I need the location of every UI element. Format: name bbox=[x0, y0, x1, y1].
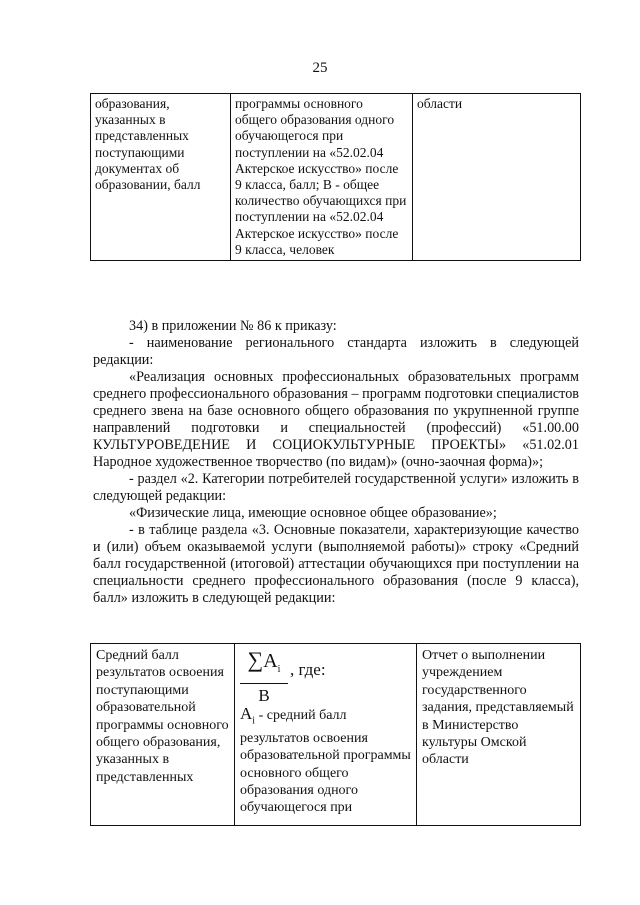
average-formula bbox=[240, 647, 411, 703]
replacement-table bbox=[90, 643, 581, 826]
table2-cell-indicator: Средний балл результатов освоения поступающими образовательной программы основного общего образования, указанных в представленных bbox=[91, 644, 235, 826]
paragraph-section-3: - в таблице раздела «3. Основные показатели, характеризующие качество и (или) объем оказываемой услуги (выполняемой работы)» строку «Средний балл государственной (итоговой) аттестации обучающихся при поступлении на специальности среднего профессионального образования (после 9 класса), балл» изложить в следующей редакции: bbox=[93, 522, 579, 606]
table-row bbox=[91, 644, 581, 826]
table1-cell-formula: программы основного общего образования одного обучающегося при поступлении на «52.02.04 Актерское искусство» после 9 класса, балл; В - общее количество обучающихся при поступлении на «52.02.04 Актерское искусство» после 9 класса, человек bbox=[231, 94, 413, 261]
formula-explanation: $A_i$ - средний балл результатов освоения образовательной программы основного общего образования одного обучающегося при bbox=[240, 704, 411, 816]
formula-numerator: $\sum A_i$ bbox=[240, 647, 288, 684]
document-body bbox=[93, 318, 579, 607]
table-continuation bbox=[90, 93, 581, 261]
table-row bbox=[91, 94, 581, 261]
formula-where: , где: bbox=[290, 660, 326, 679]
paragraph-standard-name: - наименование регионального стандарта изложить в следующей редакции: bbox=[93, 335, 579, 368]
paragraph-section-2: - раздел «2. Категории потребителей государственной услуги» изложить в следующей редакции: bbox=[93, 471, 579, 504]
table2-cell-formula bbox=[235, 644, 417, 826]
formula-fraction bbox=[240, 647, 288, 708]
formula-denominator: B bbox=[258, 686, 270, 705]
table2-cell-source: Отчет о выполнении учреждением государственного задания, представляемый в Министерство культуры Омской области bbox=[417, 644, 581, 826]
paragraph-standard-text: «Реализация основных профессиональных образовательных программ среднего профессионального образования – программ подготовки специалистов среднего звена на базе основного общего образования по укрупненной группе направлений подготовки и специальностей (профессий) «51.00.00 КУЛЬТУРОВЕДЕНИЕ И СОЦИОКУЛЬТУРНЫЕ ПРОЕКТЫ» «51.02.01 Народное художественное творчество (по видам)» (очно-заочная форма)»; bbox=[93, 369, 579, 470]
table1-cell-indicator: образования, указанных в представленных поступающими документах об образовании, балл bbox=[91, 94, 231, 261]
table1-cell-source: области bbox=[413, 94, 581, 261]
page-number: 25 bbox=[312, 60, 328, 76]
paragraph-item-34: 34) в приложении № 86 к приказу: bbox=[129, 318, 337, 334]
paragraph-consumers: «Физические лица, имеющие основное общее образование»; bbox=[129, 505, 497, 521]
